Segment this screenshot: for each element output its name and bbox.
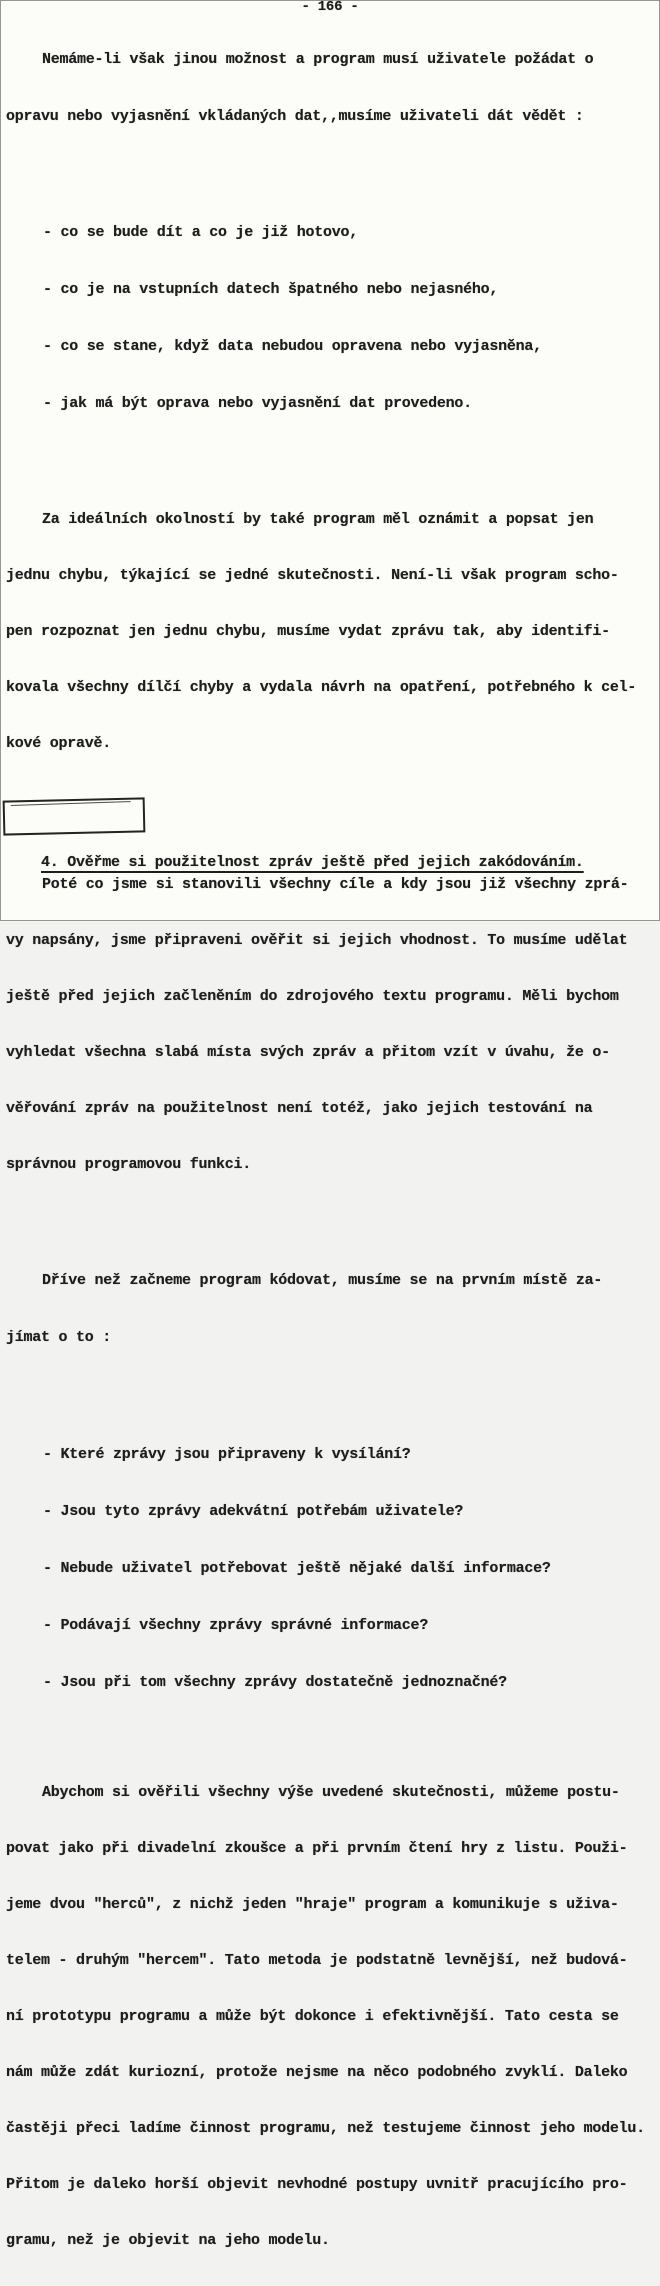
paragraph-actors-method (6, 1748, 659, 2286)
list-item: - co se stane, když data nebudou opravena nebo vyjasněna, (43, 338, 542, 355)
text-line: telem - druhým "hercem". Tato metoda je podstatně levnější, než budová- (6, 1952, 628, 1969)
bullet-list-feedback (6, 187, 659, 449)
page-number: - 166 - (301, 0, 359, 15)
text-line: jednu chybu, týkající se jedné skutečnosti. Není-li však program scho- (6, 567, 619, 584)
heading-rest-part: použitelnost zpráv ještě před jejich zakódováním. (146, 854, 584, 871)
list-item: - Jsou při tom všechny zprávy dostatečně jednoznačné? (43, 1674, 507, 1691)
text-line: věřování zpráv na použitelnost není totéž, jako jejich testování na (6, 1100, 593, 1117)
bullet-list-questions (6, 1409, 659, 1728)
paragraph-intro (6, 14, 659, 162)
list-item: - co se bude dít a co je již hotovo, (43, 224, 359, 241)
list-item: - Jsou tyto zprávy adekvátní potřebám uživatele? (43, 1503, 464, 1520)
text-line: ještě před jejich začleněním do zdrojového textu programu. Měli bychom (6, 988, 619, 1005)
heading-underline (41, 854, 584, 871)
text-line: jímat o to : (6, 1329, 112, 1346)
text-line: Nemáme-li však jinou možnost a program musí uživatele požádat o (42, 51, 594, 68)
text-line: pen rozpoznat jen jednu chybu, musíme vydat zprávu tak, aby identifi- (6, 623, 610, 640)
list-item: - Podávají všechny zprávy správné informace? (43, 1617, 429, 1634)
text-line: opravu nebo vyjasnění vkládaných dat,,musíme uživateli dát vědět : (6, 108, 584, 125)
text-line: povat jako při divadelní zkoušce a při prvním čtení hry z listu. Použi- (6, 1840, 628, 1857)
paragraph-verify-usability (6, 840, 659, 1210)
text-line: Abychom si ověřili všechny výše uvedené skutečnosti, můžeme postu- (42, 1784, 620, 1801)
text-line: správnou programovou funkci. (6, 1156, 252, 1173)
list-item: - Které zprávy jsou připraveny k vysílání? (43, 1446, 411, 1463)
text-line: Dříve než začneme program kódovat, musíme se na prvním místě za- (42, 1272, 603, 1289)
text-line: jeme dvou "herců", z nichž jeden "hraje" program a komunikuje s uživa- (6, 1896, 619, 1913)
heading-boxed-part: 4. Ověřme si (41, 854, 147, 871)
text-line: kové opravě. (6, 735, 112, 752)
text-line: Za ideálních okolností by také program měl oznámit a popsat jen (42, 511, 594, 528)
text-line: vyhledat všechna slabá místa svých zpráv a přitom vzít v úvahu, že o- (6, 1044, 610, 1061)
text-line: gramu, než je objevit na jeho modelu. (6, 2232, 330, 2249)
text-line: vy napsány, jsme připraveni ověřit si jejich vhodnost. To musíme udělat (6, 932, 628, 949)
list-item: - jak má být oprava nebo vyjasnění dat provedeno. (43, 395, 472, 412)
paragraph-ideal-case (6, 475, 659, 789)
text-line: Poté co jsme si stanovili všechny cíle a kdy jsou již všechny zprá- (42, 876, 629, 893)
paragraph-before-coding (6, 1235, 659, 1383)
text-line: ní prototypu programu a může být dokonce i efektivnější. Tato cesta se (6, 2008, 619, 2025)
text-line: kovala všechny dílčí chyby a vydala návrh na opatření, potřebného k cel- (6, 679, 637, 696)
hand-drawn-box (3, 797, 146, 835)
text-line: častěji přeci ladíme činnost programu, než testujeme činnost jeho modelu. (6, 2120, 645, 2137)
list-item: - Nebude uživatel potřebovat ještě nějaké další informace? (43, 1560, 551, 1577)
text-line: Přitom je daleko horší objevit nevhodné postupy uvnitř pracujícího pro- (6, 2176, 628, 2193)
section-heading (6, 805, 659, 871)
list-item: - co je na vstupních datech špatného nebo nejasného, (43, 281, 499, 298)
text-line: nám může zdát kuriozní, protože nejsme na něco podobného zvyklí. Daleko (6, 2064, 628, 2081)
